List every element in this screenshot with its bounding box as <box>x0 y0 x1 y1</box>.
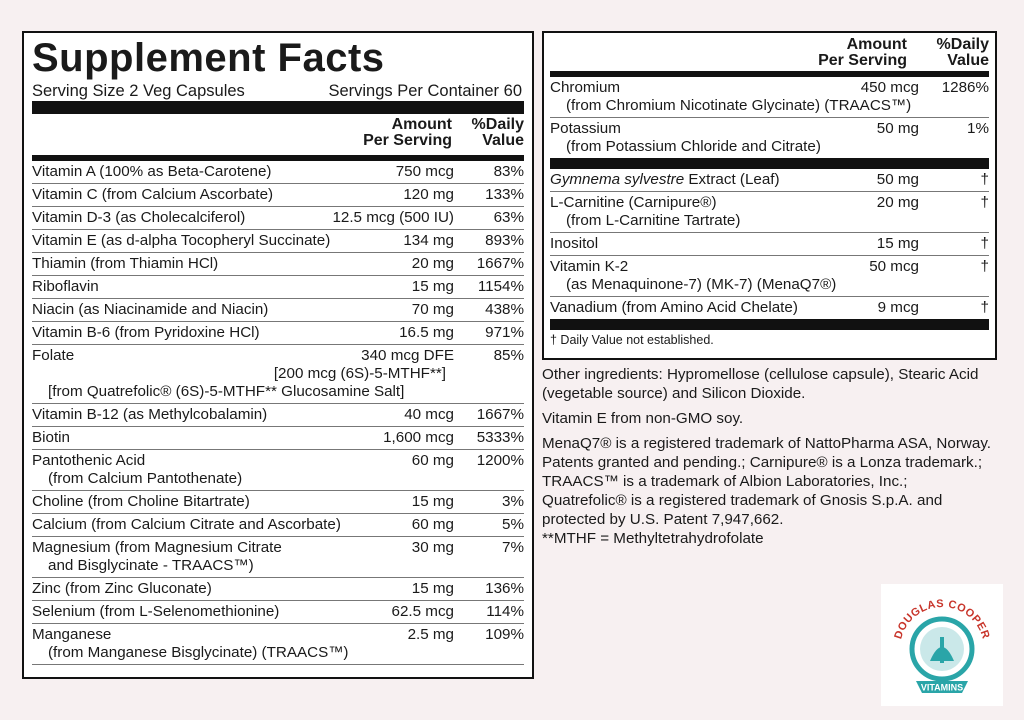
supplement-facts-panel-continued <box>542 31 997 360</box>
header-dv-line1: %Daily <box>471 116 524 133</box>
nutrient-row <box>32 253 524 276</box>
nutrient-row-gymnema <box>550 169 989 192</box>
logo-top-text: DOUGLAS COOPER <box>892 597 992 641</box>
nutrient-row-vitamin-k2 <box>550 256 989 297</box>
nutrient-row-pantothenic <box>32 450 524 491</box>
nutrient-list-2 <box>32 404 524 450</box>
nutrient-amount: 50 mg <box>876 171 919 188</box>
divider-thick <box>550 319 989 330</box>
nutrient-row <box>32 322 524 345</box>
nutrient-dv: † <box>980 299 989 316</box>
nutrient-name: Inositol <box>550 235 599 252</box>
nutrient-name: Calcium (from Calcium Citrate and Ascorbate) <box>32 516 341 533</box>
nutrient-row-inositol <box>550 233 989 256</box>
nutrient-amount: 15 mg <box>411 493 454 510</box>
nutrient-row-magnesium <box>32 537 524 578</box>
nutrient-row <box>32 184 524 207</box>
nutrient-name: Zinc (from Zinc Gluconate) <box>32 580 212 597</box>
column-header <box>550 33 989 71</box>
nutrient-list-1 <box>32 161 524 345</box>
nutrient-source: (as Menaquinone-7) (MK-7) (MenaQ7®) <box>566 276 837 293</box>
nutrient-amount: 60 mg <box>411 516 454 533</box>
nutrient-name <box>550 171 877 189</box>
nutrient-name: Thiamin (from Thiamin HCl) <box>32 255 219 272</box>
nutrient-dv: 5333% <box>476 429 524 446</box>
nutrient-source: (from L-Carnitine Tartrate) <box>566 212 741 229</box>
label-notes <box>542 365 992 554</box>
serving-size: Serving Size 2 Veg Capsules <box>32 82 245 100</box>
nutrient-amount: 50 mg <box>876 120 919 137</box>
nutrient-amount: 340 mcg DFE <box>361 347 454 364</box>
nutrient-dv: 1286% <box>941 79 989 96</box>
nutrient-name: L-Carnitine (Carnipure®) <box>550 194 717 211</box>
nutrient-row-manganese <box>32 624 524 665</box>
nutrient-name: Manganese <box>32 626 112 643</box>
nutrient-dv: 114% <box>486 603 524 620</box>
nutrient-row-potassium <box>550 118 989 158</box>
nutrient-dv: 5% <box>502 516 524 533</box>
nutrient-amount: 20 mg <box>876 194 919 211</box>
divider-thick <box>32 101 524 114</box>
nutrient-name: Selenium (from L-Selenomethionine) <box>32 603 280 620</box>
mthf-definition: **MTHF = Methyltetrahydrofolate <box>542 530 764 547</box>
nutrient-row <box>32 404 524 427</box>
trademark-notice: MenaQ7® is a registered trademark of NattoPharma ASA, Norway. Patents granted and pending.; Carnipure® is a Lonza trademark.; TRAACS™ is a trademark of Albion Laboratories, Inc.; Quatrefolic® is a registered trademark of Gnosis S.p.A. and protected by U.S. Patent 7,947,662. <box>542 435 992 528</box>
nutrient-dv: 63% <box>493 209 524 226</box>
nutrient-dv: 109% <box>485 626 524 643</box>
nutrient-list-3 <box>32 491 524 537</box>
nutrient-name: Vitamin B-6 (from Pyridoxine HCl) <box>32 324 260 341</box>
header-dv-line2: Value <box>482 132 524 149</box>
nutrient-name: Vitamin E (as d-alpha Tocopheryl Succinate) <box>32 232 331 249</box>
nutrient-name: Potassium <box>550 120 621 137</box>
nutrient-source: (from Potassium Chloride and Citrate) <box>566 138 821 155</box>
nutrient-amount: 450 mcg <box>860 79 919 96</box>
nutrient-dv: 85% <box>493 347 524 364</box>
nutrient-row-carnitine <box>550 192 989 233</box>
nutrient-amount: 15 mg <box>876 235 919 252</box>
nutrient-dv: 893% <box>485 232 524 249</box>
nutrient-name: Riboflavin <box>32 278 99 295</box>
nutrient-amount: 60 mg <box>411 452 454 469</box>
nutrient-amount: 2.5 mg <box>407 626 454 643</box>
header-dv-line2: Value <box>947 52 989 69</box>
nutrient-dv: 7% <box>502 539 524 556</box>
header-dv-line1: %Daily <box>936 36 989 53</box>
nutrient-row <box>32 514 524 537</box>
nutrient-row-chromium <box>550 77 989 118</box>
nutrient-dv: 3% <box>502 493 524 510</box>
nutrient-source: and Bisglycinate - TRAACS™) <box>48 557 254 574</box>
supplement-facts-panel <box>22 31 534 679</box>
nutrient-dv: † <box>980 258 989 275</box>
divider-thick <box>550 158 989 169</box>
vitamin-e-note: Vitamin E from non-GMO soy. <box>542 410 744 427</box>
nutrient-name: Vitamin K-2 <box>550 258 629 275</box>
nutrient-dv: 1667% <box>476 255 524 272</box>
nutrient-amount: 120 mg <box>403 186 454 203</box>
header-amount-line1: Amount <box>391 116 452 133</box>
nutrient-dv: 136% <box>485 580 524 597</box>
header-amount-line2: Per Serving <box>818 52 907 69</box>
nutrient-dv: 1200% <box>476 452 524 469</box>
nutrient-dv: 1% <box>967 120 989 137</box>
header-daily-value <box>907 37 989 71</box>
nutrient-dv: † <box>980 235 989 252</box>
nutrient-name: Niacin (as Niacinamide and Niacin) <box>32 301 269 318</box>
nutrient-name: Chromium <box>550 79 621 96</box>
nutrient-amount: 62.5 mcg <box>391 603 454 620</box>
logo-icon <box>886 589 998 701</box>
nutrient-amount: 134 mg <box>403 232 454 249</box>
nutrient-amount: 15 mg <box>411 580 454 597</box>
nutrient-row <box>32 427 524 450</box>
header-amount <box>332 117 452 155</box>
nutrient-dv: 133% <box>485 186 524 203</box>
nutrient-dv: † <box>980 171 989 188</box>
folate-detail-2: [from Quatrefolic® (6S)-5-MTHF** Glucosamine Salt] <box>48 383 405 400</box>
nutrient-amount: 1,600 mcg <box>383 429 454 446</box>
nutrient-source: (from Manganese Bisglycinate) (TRAACS™) <box>48 644 349 661</box>
nutrient-amount: 750 mcg <box>395 163 454 180</box>
nutrient-amount: 30 mg <box>411 539 454 556</box>
nutrient-dv: 1154% <box>477 278 524 295</box>
panel-title: Supplement Facts <box>32 36 385 80</box>
nutrient-dv: 971% <box>485 324 524 341</box>
servings-per-container: Servings Per Container 60 <box>328 82 522 100</box>
nutrient-row <box>32 230 524 253</box>
nutrient-dv: 1667% <box>476 406 524 423</box>
nutrient-amount: 9 mcg <box>877 299 919 316</box>
nutrient-amount: 50 mcg <box>869 258 919 275</box>
header-amount <box>767 37 907 71</box>
column-header <box>32 114 524 155</box>
nutrient-dv: † <box>980 194 989 211</box>
nutrient-name: Vitamin C (from Calcium Ascorbate) <box>32 186 274 203</box>
nutrient-row <box>32 276 524 299</box>
nutrient-row-vanadium <box>550 297 989 319</box>
nutrient-row <box>32 491 524 514</box>
header-amount-line1: Amount <box>846 36 907 53</box>
header-daily-value <box>452 117 524 155</box>
nutrient-amount: 15 mg <box>411 278 454 295</box>
nutrient-row <box>32 207 524 230</box>
brand-logo <box>881 584 1003 706</box>
nutrient-amount: 40 mcg <box>404 406 454 423</box>
nutrient-row <box>32 601 524 624</box>
nutrient-name: Magnesium (from Magnesium Citrate <box>32 539 282 556</box>
nutrient-amount: 16.5 mg <box>399 324 454 341</box>
nutrient-name: Vitamin D-3 (as Cholecalciferol) <box>32 209 246 226</box>
nutrient-row <box>32 299 524 322</box>
nutrient-name-italic: Gymnema sylvestre <box>550 171 685 188</box>
header-amount-line2: Per Serving <box>363 132 452 149</box>
nutrient-amount: 70 mg <box>411 301 454 318</box>
nutrient-row <box>32 578 524 601</box>
nutrient-source: (from Calcium Pantothenate) <box>48 470 243 487</box>
nutrient-dv: 438% <box>485 301 524 318</box>
folate-detail-1: [200 mcg (6S)-5-MTHF**] <box>273 365 446 382</box>
nutrient-row <box>32 161 524 184</box>
nutrient-name: Vanadium (from Amino Acid Chelate) <box>550 299 798 316</box>
serving-info <box>32 81 524 101</box>
daily-value-footnote: † Daily Value not established. <box>550 333 714 347</box>
nutrient-amount: 12.5 mcg (500 IU) <box>332 209 454 226</box>
nutrient-row-folate <box>32 345 524 404</box>
nutrient-name: Pantothenic Acid <box>32 452 146 469</box>
nutrient-name: Folate <box>32 347 75 364</box>
nutrient-name-rest: Extract (Leaf) <box>684 171 780 188</box>
nutrient-name: Biotin <box>32 429 70 446</box>
nutrient-name: Vitamin A (100% as Beta-Carotene) <box>32 163 272 180</box>
other-ingredients: Other ingredients: Hypromellose (cellulose capsule), Stearic Acid (vegetable source) and Silicon Dioxide. <box>542 366 979 402</box>
nutrient-dv: 83% <box>493 163 524 180</box>
nutrient-list-4 <box>32 578 524 624</box>
logo-bottom-text: VITAMINS <box>920 682 964 693</box>
nutrient-source: (from Chromium Nicotinate Glycinate) (TRAACS™) <box>566 97 912 114</box>
nutrient-name: Choline (from Choline Bitartrate) <box>32 493 250 510</box>
nutrient-amount: 20 mg <box>411 255 454 272</box>
nutrient-name: Vitamin B-12 (as Methylcobalamin) <box>32 406 268 423</box>
